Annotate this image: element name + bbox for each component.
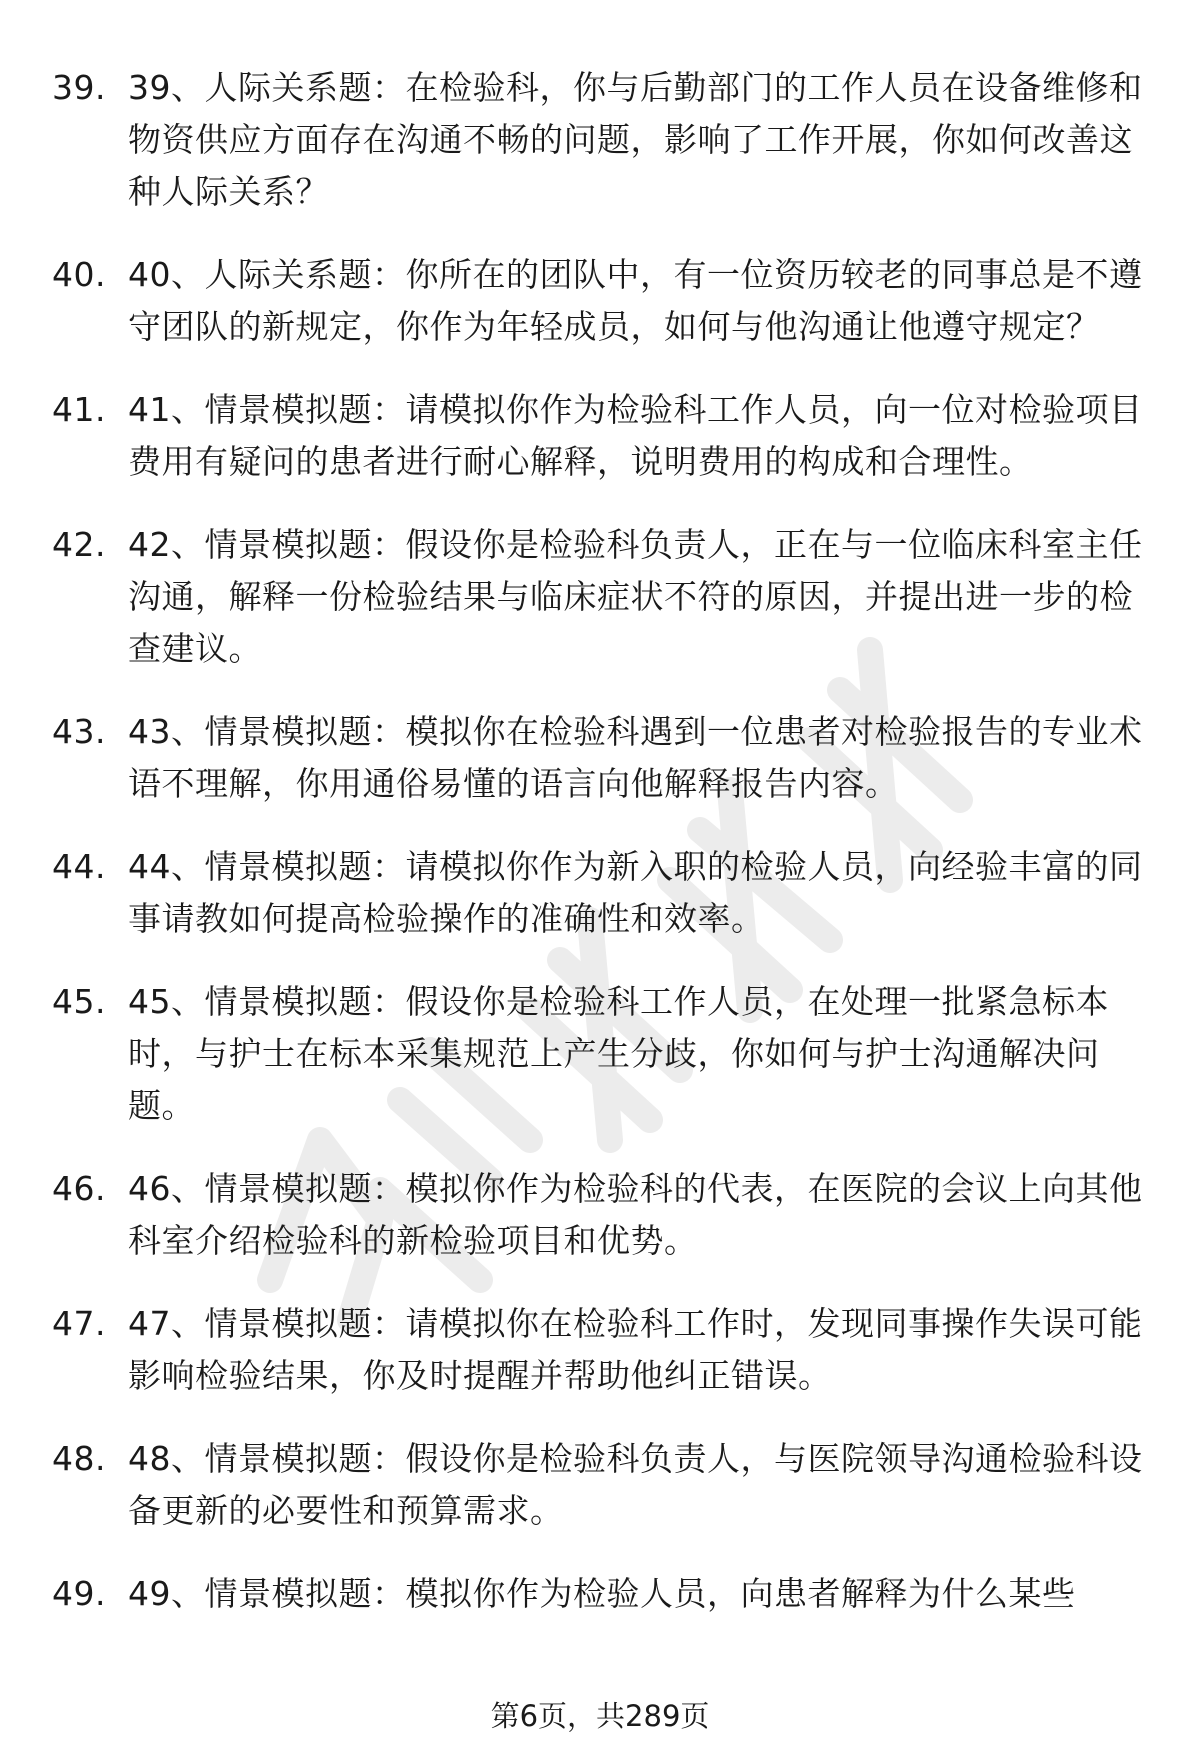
question-item-47 (0, 1298, 1200, 1402)
question-number: 45. (52, 982, 106, 1021)
question-item-49 (0, 1568, 1200, 1620)
question-number: 43. (52, 712, 106, 751)
question-text: 45、情景模拟题：假设你是检验科工作人员，在处理一批紧急标本时，与护士在标本采集规范上产生分歧，你如何与护士沟通解决问题。 (128, 982, 1109, 1125)
question-item-42 (0, 519, 1200, 675)
question-number: 40. (52, 255, 106, 294)
question-text: 42、情景模拟题：假设你是检验科负责人，正在与一位临床科室主任沟通，解释一份检验结果与临床症状不符的原因，并提出进一步的检查建议。 (128, 525, 1143, 668)
question-item-43 (0, 706, 1200, 810)
question-item-40 (0, 249, 1200, 353)
question-number: 49. (52, 1574, 106, 1613)
question-list (0, 62, 1200, 1651)
question-number: 44. (52, 847, 106, 886)
question-item-46 (0, 1163, 1200, 1267)
question-text: 44、情景模拟题：请模拟你作为新入职的检验人员，向经验丰富的同事请教如何提高检验操作的准确性和效率。 (128, 847, 1143, 938)
question-item-48 (0, 1433, 1200, 1537)
question-text: 46、情景模拟题：模拟你作为检验科的代表，在医院的会议上向其他科室介绍检验科的新检验项目和优势。 (128, 1169, 1143, 1260)
question-number: 41. (52, 390, 106, 429)
question-number: 42. (52, 525, 106, 564)
question-text: 48、情景模拟题：假设你是检验科负责人，与医院领导沟通检验科设备更新的必要性和预算需求。 (128, 1439, 1143, 1530)
question-text: 43、情景模拟题：模拟你在检验科遇到一位患者对检验报告的专业术语不理解，你用通俗易懂的语言向他解释报告内容。 (128, 712, 1143, 803)
question-number: 46. (52, 1169, 106, 1208)
question-text: 39、人际关系题：在检验科，你与后勤部门的工作人员在设备维修和物资供应方面存在沟通不畅的问题，影响了工作开展，你如何改善这种人际关系？ (128, 68, 1143, 211)
question-number: 39. (52, 68, 106, 107)
question-item-39 (0, 62, 1200, 218)
question-number: 48. (52, 1439, 106, 1478)
question-item-45 (0, 976, 1200, 1132)
page-footer: 第6页，共289页 (490, 1699, 710, 1733)
question-number: 47. (52, 1304, 106, 1343)
question-text: 49、情景模拟题：模拟你作为检验人员，向患者解释为什么某些 (128, 1574, 1076, 1613)
question-text: 47、情景模拟题：请模拟你在检验科工作时，发现同事操作失误可能影响检验结果，你及时提醒并帮助他纠正错误。 (128, 1304, 1143, 1395)
question-item-44 (0, 841, 1200, 945)
question-text: 40、人际关系题：你所在的团队中，有一位资历较老的同事总是不遵守团队的新规定，你作为年轻成员，如何与他沟通让他遵守规定？ (128, 255, 1143, 346)
question-item-41 (0, 384, 1200, 488)
question-text: 41、情景模拟题：请模拟你作为检验科工作人员，向一位对检验项目费用有疑问的患者进行耐心解释，说明费用的构成和合理性。 (128, 390, 1143, 481)
